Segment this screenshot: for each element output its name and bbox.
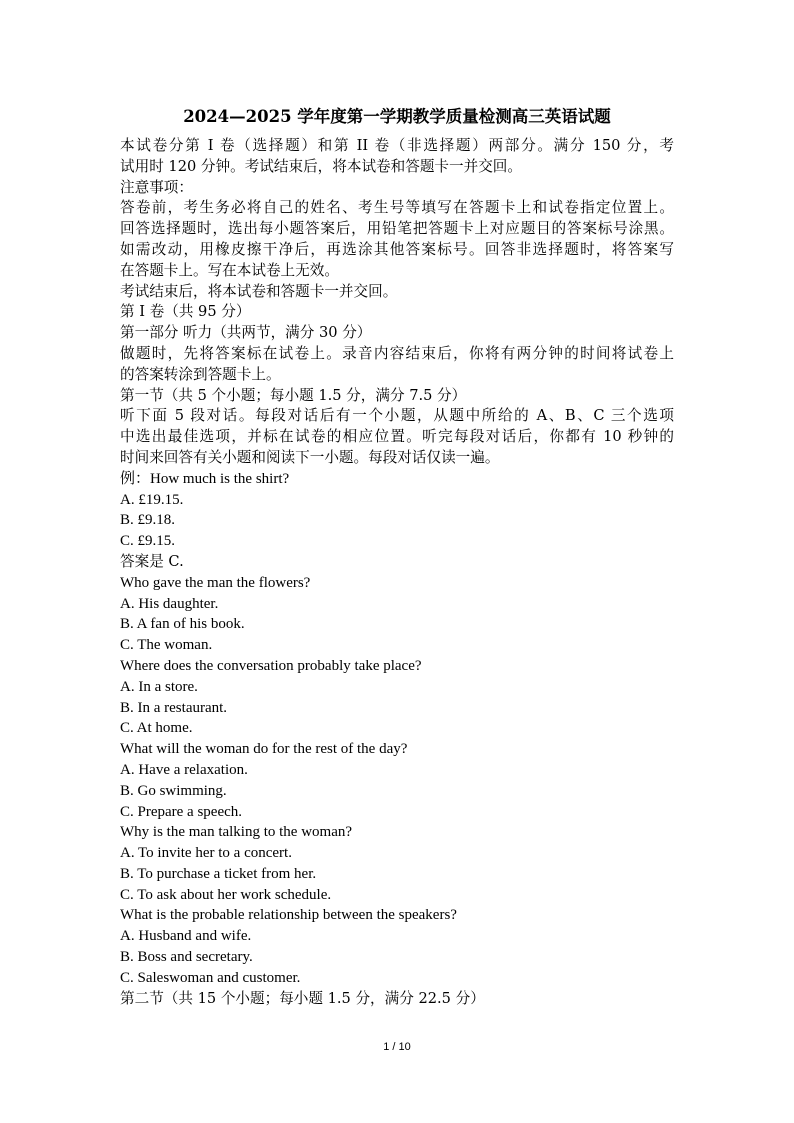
answer-option: B. Boss and secretary. (120, 949, 253, 966)
answer-option: B. Go swimming. (120, 782, 227, 799)
answer-option: C. Saleswoman and customer. (120, 969, 301, 986)
page-title: 2024—2025 学年度第一学期教学质量检测高三英语试题 (183, 107, 611, 126)
question: What is the probable relationship between the speakers? (120, 907, 457, 924)
answer-option: C. The woman. (120, 637, 213, 654)
page-number: 1 / 10 (383, 1041, 411, 1053)
text-line: 回答选择题时，选出每小题答案后，用铅笔把答题卡上对应题目的答案标号涂黑。 (120, 220, 674, 238)
text-line: 中选出最佳选项，并标在试卷的相应位置。听完每段对话后，你都有 10 秒钟的 (120, 428, 674, 446)
text-line: 做题时，先将答案标在试卷上。录音内容结束后，你将有两分钟的时间将试卷上 (120, 344, 674, 362)
example-answer: 答案是 C. (120, 552, 184, 570)
section-heading: 第一部分 听力（共两节，满分 30 分） (120, 324, 372, 342)
answer-option: A. To invite her to a concert. (120, 845, 292, 862)
document-body (120, 136, 674, 1009)
question: Where does the conversation probably take place? (120, 657, 422, 674)
text-line: 的答案转涂到答题卡上。 (120, 365, 281, 383)
question: Who gave the man the flowers? (120, 574, 311, 591)
text-line: 时间来回答有关小题和阅读下一小题。每段对话仅读一遍。 (120, 448, 500, 466)
text-line: 答卷前，考生务必将自己的姓名、考生号等填写在答题卡上和试卷指定位置上。 (120, 199, 674, 217)
text-line: 注意事项： (120, 178, 193, 196)
text-line: 考试结束后，将本试卷和答题卡一并交回。 (120, 282, 398, 300)
question: What will the woman do for the rest of the day? (120, 741, 408, 758)
text-line: 本试卷分第 I 卷（选择题）和第 II 卷（非选择题）两部分。满分 150 分，考 (120, 137, 674, 154)
answer-option: A. Husband and wife. (120, 928, 252, 945)
question: Why is the man talking to the woman? (120, 824, 353, 841)
text-line: 听下面 5 段对话。每段对话后有一个小题，从题中所给的 A、B、C 三个选项 (120, 407, 674, 425)
answer-option: A. Have a relaxation. (120, 761, 248, 778)
answer-option: C. At home. (120, 720, 193, 737)
answer-option: A. £19.15. (120, 491, 184, 508)
example-question: 例：How much is the shirt? (120, 470, 290, 487)
answer-option: B. In a restaurant. (120, 699, 228, 716)
text-line: 试用时 120 分钟。考试结束后，将本试卷和答题卡一并交回。 (120, 157, 522, 175)
text-line: 如需改动，用橡皮擦干净后，再选涂其他答案标号。回答非选择题时，将答案写 (120, 240, 674, 258)
answer-option: A. His daughter. (120, 595, 219, 612)
section-heading: 第 I 卷（共 95 分） (120, 303, 251, 321)
answer-option: B. £9.18. (120, 512, 176, 529)
section-heading: 第一节（共 5 个小题；每小题 1.5 分，满分 7.5 分） (120, 386, 467, 404)
answer-option: A. In a store. (120, 678, 198, 695)
answer-option: C. Prepare a speech. (120, 803, 243, 820)
text-line: 在答题卡上。写在本试卷上无效。 (120, 261, 339, 279)
answer-option: B. A fan of his book. (120, 616, 245, 633)
answer-option: C. To ask about her work schedule. (120, 886, 332, 903)
section-heading: 第二节（共 15 个小题；每小题 1.5 分，满分 22.5 分） (120, 989, 485, 1007)
answer-option: B. To purchase a ticket from her. (120, 865, 317, 882)
answer-option: C. £9.15. (120, 533, 176, 550)
